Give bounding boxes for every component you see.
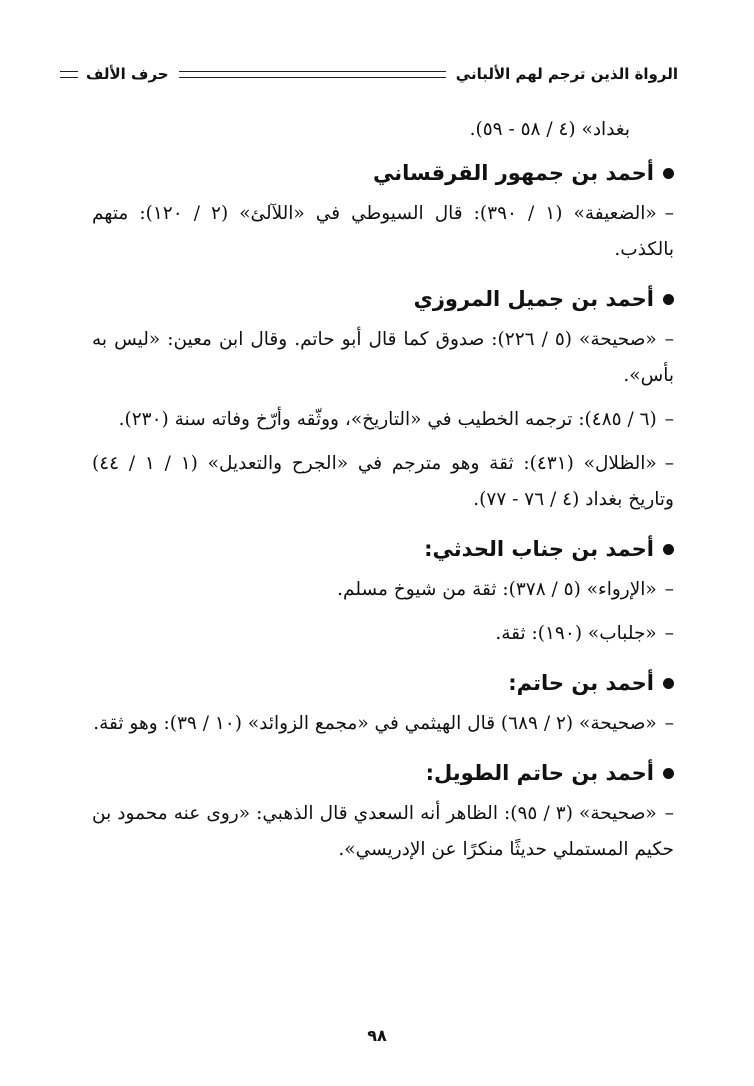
narrator-block <box>92 532 674 652</box>
narrator-heading <box>92 756 674 790</box>
header-end-mark <box>60 71 78 78</box>
citation-entry <box>92 616 674 652</box>
narrator-name: أحمد بن حاتم الطويل: <box>425 761 654 785</box>
dash-marker: – <box>664 713 674 734</box>
bullet-icon <box>663 294 674 305</box>
citation-entry <box>92 796 674 868</box>
dash-marker: – <box>664 453 674 474</box>
dash-marker: – <box>664 579 674 600</box>
citation-text: «صحيحة» (٥ / ٢٢٦): صدوق كما قال أبو حاتم. وقال ابن معين: «ليس به بأس». <box>92 329 674 386</box>
page-number: ٩٨ <box>367 1026 387 1045</box>
citation-text: (٦ / ٤٨٥): ترجمه الخطيب في «التاريخ»، ووثّقه وأرّخ وفاته سنة (٢٣٠). <box>118 409 657 430</box>
dash-marker: – <box>664 329 674 350</box>
narrator-heading <box>92 282 674 316</box>
citation-entry <box>92 196 674 268</box>
running-header <box>60 62 678 86</box>
bullet-icon <box>663 678 674 689</box>
citation-text: «الإرواء» (٥ / ٣٧٨): ثقة من شيوخ مسلم. <box>337 579 657 600</box>
narrator-name: أحمد بن حاتم: <box>508 671 654 695</box>
header-double-rule <box>179 71 446 78</box>
dash-marker: – <box>664 623 674 644</box>
narrator-block <box>92 756 674 868</box>
bullet-icon <box>663 168 674 179</box>
citation-entry <box>92 706 674 742</box>
running-header-section: حرف الألف <box>86 65 169 83</box>
citation-text: «جلباب» (١٩٠): ثقة. <box>495 623 657 644</box>
citation-text: «الظلال» (٤٣١): ثقة وهو مترجم في «الجرح والتعديل» (١ / ١ / ٤٤) وتاريخ بغداد (٤ / ٧٦ - ٧٧). <box>92 453 674 510</box>
narrator-block <box>92 282 674 518</box>
dash-marker: – <box>664 409 674 430</box>
page-body <box>92 112 674 882</box>
dash-marker: – <box>664 203 674 224</box>
citation-entry <box>92 446 674 518</box>
narrator-name: أحمد بن جميل المروزي <box>413 287 654 311</box>
citation-entry <box>92 572 674 608</box>
bullet-icon <box>663 544 674 555</box>
citation-text: «صحيحة» (٢ / ٦٨٩) قال الهيثمي في «مجمع الزوائد» (١٠ / ٣٩): وهو ثقة. <box>93 713 657 734</box>
narrator-name: أحمد بن جناب الحدثي: <box>424 537 654 561</box>
citation-text: «صحيحة» (٣ / ٩٥): الظاهر أنه السعدي قال الذهبي: «روى عنه محمود بن حكيم المستملي حديثًا منكرًا عن الإدريسي». <box>92 803 674 860</box>
continuation-line: بغداد» (٤ / ٥٨ - ٥٩). <box>469 119 630 140</box>
narrator-heading <box>92 532 674 566</box>
narrator-block <box>92 666 674 742</box>
running-header-title: الرواة الذين ترجم لهم الألباني <box>455 65 678 83</box>
narrator-name: أحمد بن جمهور القرقساني <box>373 161 654 185</box>
citation-entry <box>92 322 674 394</box>
narrator-heading <box>92 666 674 700</box>
narrator-heading <box>92 156 674 190</box>
bullet-icon <box>663 768 674 779</box>
dash-marker: – <box>664 803 674 824</box>
citation-entry <box>92 402 674 438</box>
citation-text: «الضعيفة» (١ / ٣٩٠): قال السيوطي في «اللآلئ» (٢ / ١٢٠): متهم بالكذب. <box>92 203 674 260</box>
narrator-block <box>92 156 674 268</box>
